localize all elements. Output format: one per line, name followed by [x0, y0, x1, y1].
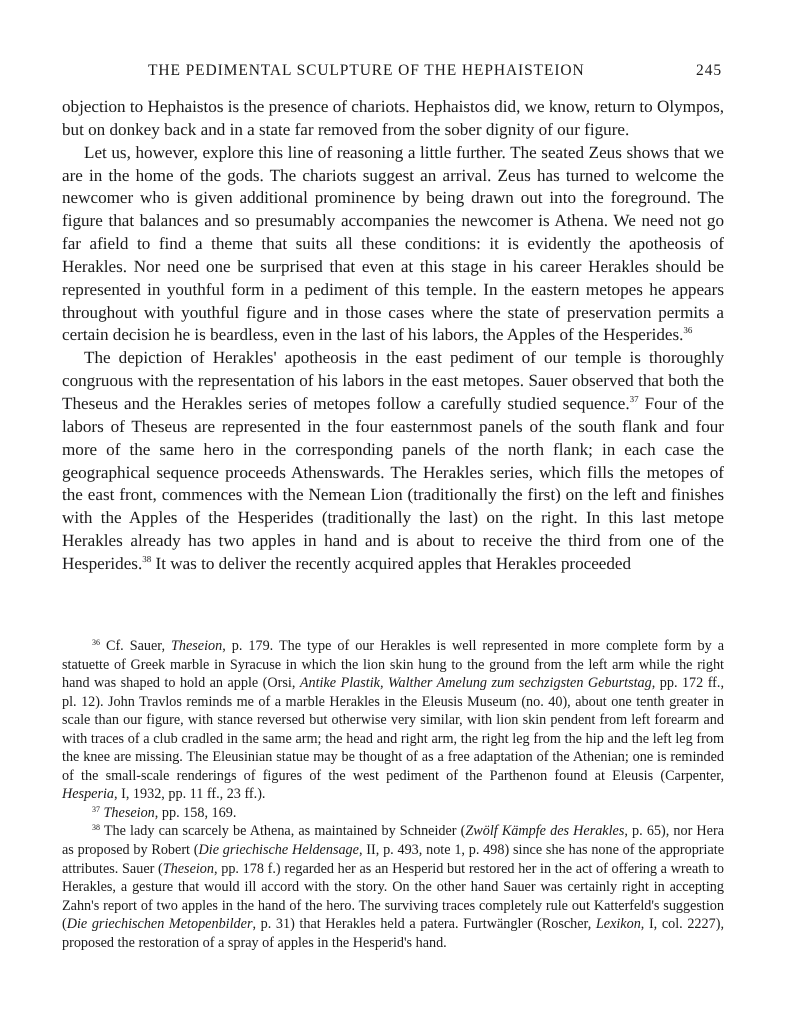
- text-run: , pp. 172 ff., pl. 12). John Travlos reminds me of a marble Herakles in the Eleusis Museum (no. 40), about one tenth greater in scale than our figure, with stance reversed but otherwise very similar, with lion skin pendent from left forearm and with traces of a club cradled in the same arm; the head and right arm, the right leg from the hip and the left leg from the knee are missing. The Eleusinian statue may be thought of as a free adaptation of the Athenian; one is reminded of the small-scale renderings of figures of the west pediment of the Parthenon found at Eleusis (Carpenter,: [62, 675, 724, 784]
- footnote-ref: 38: [142, 553, 152, 564]
- footnote-ref: 37: [92, 804, 100, 814]
- footnote-ref: 38: [92, 823, 100, 833]
- page-number: 245: [696, 62, 722, 79]
- text-run: Cf. Sauer,: [100, 638, 171, 654]
- text-run: Let us, however, explore this line of reasoning a little further. The seated Zeus shows that we are in the home of the gods. The chariots suggest an arrival. Zeus has turned to welcome the newcomer who is given additional prominence by being drawn out into the foreground. The figure that balances and so presumably accompanies the newcomer is Athena. We need not go far afield to find a theme that suits all these conditions: it is evidently the apotheosis of Herakles. Nor need one be surprised that even at this stage in his career Herakles should be represented in youthful form in a pediment of this temple. In the eastern metopes he appears throughout with youthful figure and in those cases where the state of preservation permits a certain decision he is beardless, even in the last of his labors, the Apples of the Hesperides.: [62, 142, 724, 345]
- footnote-ref: 36: [92, 638, 100, 647]
- italic-title: Theseion: [162, 860, 214, 877]
- text-run: , pp. 158, 169.: [154, 804, 237, 821]
- italic-title: Antike Plastik, Walther Amelung zum sechzigsten Geburtstag: [299, 675, 652, 692]
- text-run: Four of the labors of Theseus are represented in the four easternmost panels of the south flank and four more of the same hero in the corresponding panels of the north flank; in each case the geographical sequence proceeds Athenswards. The Herakles series, which fills the metopes of the east front, commences with the Nemean Lion (traditionally the first) on the left and finishes with the Apples of the Hesperides (traditionally the last) on the right. In this last metope Herakles already has two apples in hand and is about to receive the third from one of the Hesperides.: [62, 393, 724, 573]
- italic-title: Theseion: [171, 638, 223, 654]
- footnote: [62, 637, 724, 804]
- body-paragraph: [62, 347, 724, 575]
- body-paragraph: [62, 142, 724, 348]
- text-run: , p. 179. The type of our Herakles is well represented in more complete form by a statuette of Greek marble in Syracuse in which the lion skin hung to the ground from the left arm while the right hand was shaped to hold an apple (Orsi,: [62, 638, 724, 692]
- italic-title: Hesperia: [62, 786, 115, 803]
- text-run: , pp. 178 f.) regarded her as an Hesperid but restored her in the act of offering a wreath to Herakles, a gesture that would ill accord with the story. On the other hand Sauer was certainly right in accepting Zahn's report of two apples in the hand of the hero. The surviving traces completely rule out Katterfeld's suggestion (: [62, 860, 724, 933]
- text-run: The lady can scarcely be Athena, as maintained by Schneider (: [100, 823, 466, 840]
- text-run: It was to deliver the recently acquired apples that Herakles proceeded: [151, 553, 632, 573]
- text-run: , I, 1932, pp. 11 ff., 23 ff.).: [114, 786, 266, 803]
- running-title: THE PEDIMENTAL SCULPTURE OF THE HEPHAISTEION: [148, 62, 585, 79]
- footnotes: [62, 637, 724, 952]
- footnote-ref: 37: [629, 393, 639, 404]
- text-run: , p. 65), nor Hera as proposed by Robert (: [62, 823, 725, 859]
- italic-title: Lexikon: [595, 916, 641, 933]
- running-header: [62, 62, 722, 84]
- text-run: , I, col. 2227), proposed the restoration of a spray of apples in the Hesperid's hand.: [62, 916, 724, 951]
- footnote: [62, 804, 724, 823]
- text-run: objection to Hephaistos is the presence of chariots. Hephaistos did, we know, return to Olympos, but on donkey back and in a state far removed from the sober dignity of our figure.: [62, 97, 724, 139]
- footnote-ref: 36: [683, 325, 693, 336]
- text-run: , p. 31) that Herakles held a patera. Furtwängler (Roscher,: [252, 916, 596, 933]
- italic-title: Die griechischen Metopenbilder: [66, 916, 253, 933]
- text-run: , II, p. 493, note 1, p. 498) since she has none of the appropriate attributes. Sauer (: [62, 842, 725, 877]
- italic-title: Theseion: [103, 804, 155, 821]
- text-run: The depiction of Herakles' apotheosis in the east pediment of our temple is thoroughly congruous with the representation of his labors in the east metopes. Sauer observed that both the Theseus and the Herakles series of metopes follow a carefully studied sequence.: [62, 348, 724, 413]
- main-text: [62, 96, 724, 576]
- body-paragraph: [62, 96, 724, 142]
- italic-title: Zwölf Kämpfe des Herakles: [465, 823, 625, 840]
- italic-title: Die griechische Heldensage: [198, 842, 359, 859]
- footnote: [62, 822, 724, 952]
